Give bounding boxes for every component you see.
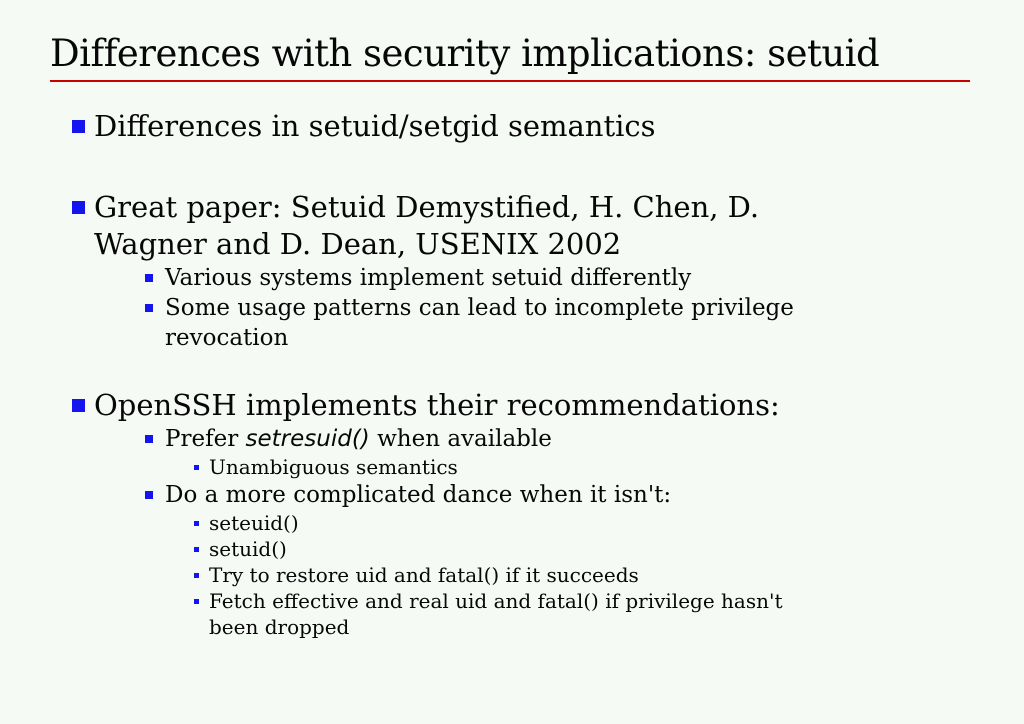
sub-item-usage-patterns <box>145 293 794 353</box>
bullet-square-icon <box>72 120 85 133</box>
sub-item-prefer-setresuid <box>145 424 783 480</box>
bullet-item-great-paper <box>72 189 1024 353</box>
slide-body <box>0 82 1024 640</box>
bullet-square-icon <box>194 521 199 526</box>
bullet-square-icon <box>194 547 199 552</box>
slide-title: Differences with security implications: setuid <box>50 32 880 75</box>
bullet-item-openssh <box>72 387 1024 640</box>
text-prefix: Prefer <box>165 426 246 453</box>
sub-sub-item-text-line: Fetch effective and real uid and fatal() if privilege hasn't <box>209 589 783 614</box>
bullet-text-line: Great paper: Setuid Demystified, H. Chen, D. <box>94 190 760 225</box>
sub-item-text: Do a more complicated dance when it isn't: <box>165 482 672 509</box>
bullet-square-icon <box>72 399 85 412</box>
sub-sub-item-text-line: been dropped <box>209 615 350 640</box>
sub-item-complicated-dance <box>145 480 783 640</box>
sub-sub-item-text: Try to restore uid and fatal() if it succeeds <box>209 563 639 588</box>
sub-sub-item-text: seteuid() <box>209 511 299 536</box>
sub-sub-item-fetch-uid <box>194 588 783 640</box>
sub-sub-item-text: Unambiguous semantics <box>209 455 458 480</box>
sub-sub-item-try-restore <box>194 562 783 588</box>
sub-sub-item-text: setuid() <box>209 537 287 562</box>
sub-item-text <box>165 424 552 454</box>
sub-sub-item-setuid <box>194 536 783 562</box>
sub-list <box>145 424 783 640</box>
bullet-square-icon <box>145 491 153 499</box>
text-suffix: when available <box>369 426 552 453</box>
function-name-setresuid: setresuid() <box>245 426 370 453</box>
bullet-text-line: Wagner and D. Dean, USENIX 2002 <box>94 227 622 262</box>
bullet-square-icon <box>145 304 153 312</box>
sub-sub-list <box>194 454 552 480</box>
bullet-square-icon <box>145 274 153 282</box>
sub-sub-item-unambiguous <box>194 454 552 480</box>
sub-item-text-line: Some usage patterns can lead to incomplete privilege <box>165 295 794 322</box>
bullet-square-icon <box>72 201 85 214</box>
bullet-square-icon <box>145 435 153 443</box>
sub-sub-item-seteuid <box>194 510 783 536</box>
bullet-square-icon <box>194 599 199 604</box>
sub-item-various-systems <box>145 263 794 293</box>
bullet-item-setuid-semantics <box>72 108 1024 145</box>
bullet-square-icon <box>194 465 199 470</box>
sub-item-text: Various systems implement setuid differently <box>165 265 692 292</box>
bullet-square-icon <box>194 573 199 578</box>
sub-item-text-line: revocation <box>165 325 289 352</box>
sub-sub-list <box>194 510 783 640</box>
bullet-text: OpenSSH implements their recommendations: <box>94 388 780 423</box>
sub-list <box>145 263 794 353</box>
bullet-text: Differences in setuid/setgid semantics <box>94 109 656 144</box>
